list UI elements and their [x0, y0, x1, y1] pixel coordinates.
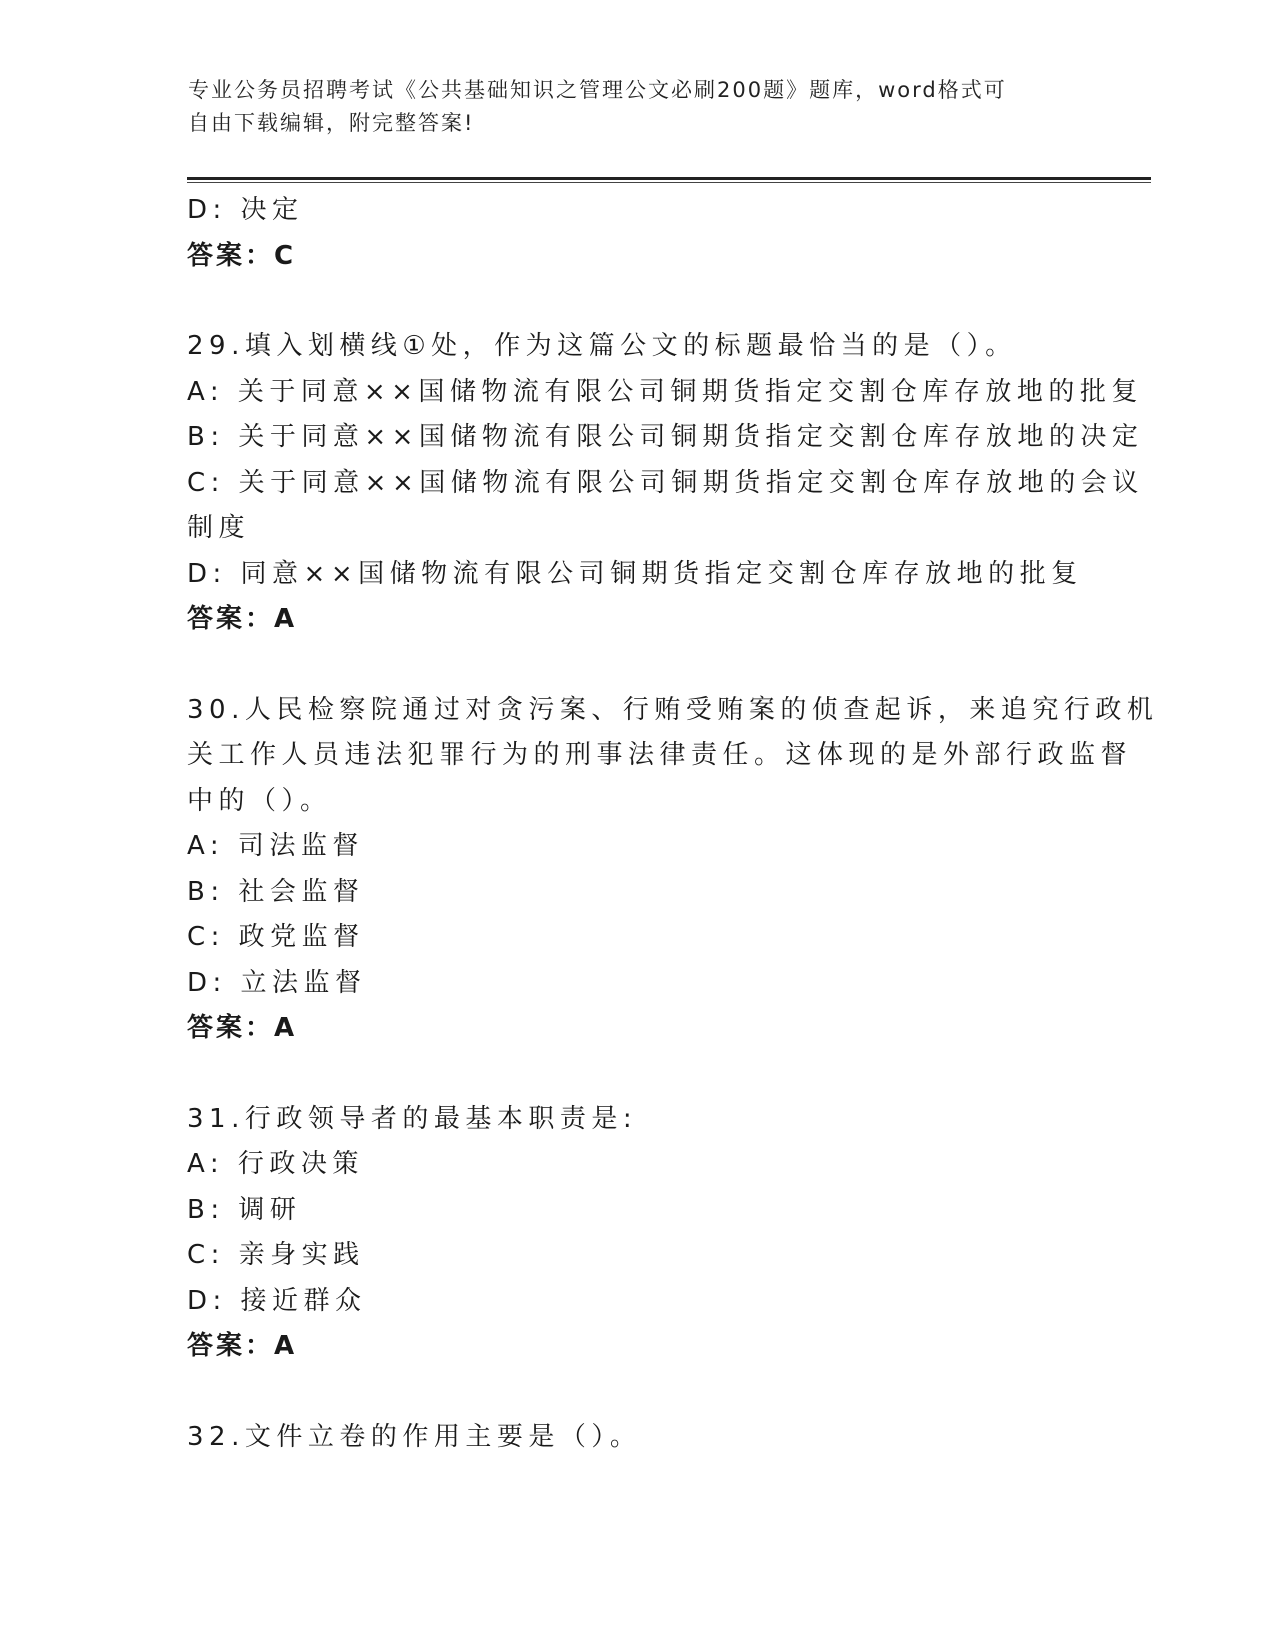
header-divider-thick	[187, 177, 1151, 180]
question-stem: 32.文件立卷的作用主要是（）。	[187, 1421, 642, 1452]
option-b: B: 调研	[187, 1194, 302, 1225]
spacer	[187, 643, 1087, 688]
header-line-1: 专业公务员招聘考试《公共基础知识之管理公文必刷200题》题库，word格式可	[188, 78, 1007, 102]
option-d: D: 决定	[187, 195, 304, 225]
question-30	[187, 688, 1159, 1052]
option-a: A: 行政决策	[187, 1149, 364, 1179]
answer-line: 答案：A	[187, 1013, 298, 1043]
header-line-2: 自由下载编辑，附完整答案!	[188, 111, 475, 135]
spacer	[187, 1052, 1087, 1097]
option-d: D: 立法监督	[187, 967, 367, 998]
question-29	[187, 324, 1144, 643]
option-c: C: 关于同意××国储物流有限公司铜期货指定交割仓库存放地的会议	[187, 467, 1144, 498]
question-stem: 31.行政领导者的最基本职责是:	[187, 1103, 638, 1134]
question-31	[187, 1097, 1087, 1370]
document-header	[188, 74, 1068, 140]
option-a: A: 关于同意××国储物流有限公司铜期货指定交割仓库存放地的批复	[187, 376, 1143, 407]
header-divider-thin	[187, 182, 1151, 183]
option-c: C: 政党监督	[187, 922, 365, 952]
question-32	[187, 1415, 1087, 1461]
previous-question-tail	[187, 188, 1087, 279]
option-c: C: 亲身实践	[187, 1240, 365, 1270]
answer-line: 答案：A	[187, 604, 298, 634]
question-stem: 30.人民检察院通过对贪污案、行贿受贿案的侦查起诉，来追究行政机	[187, 694, 1159, 725]
answer-line: 答案：A	[187, 1331, 298, 1361]
spacer	[187, 1370, 1087, 1415]
option-a: A: 司法监督	[187, 831, 364, 861]
answer-line: 答案：C	[187, 240, 297, 271]
spacer	[187, 279, 1087, 324]
option-d: D: 同意××国储物流有限公司铜期货指定交割仓库存放地的批复	[187, 558, 1083, 589]
option-b: B: 社会监督	[187, 876, 365, 907]
option-c-continued: 制度	[187, 513, 251, 543]
document-body	[187, 188, 1159, 1460]
question-stem: 29.填入划横线①处，作为这篇公文的标题最恰当的是（）。	[187, 331, 1017, 361]
option-d: D: 接近群众	[187, 1285, 367, 1316]
option-b: B: 关于同意××国储物流有限公司铜期货指定交割仓库存放地的决定	[187, 422, 1144, 452]
question-stem-continued: 中的（）。	[187, 785, 332, 816]
question-stem-continued: 关工作人员违法犯罪行为的刑事法律责任。这体现的是外部行政监督	[187, 740, 1133, 770]
